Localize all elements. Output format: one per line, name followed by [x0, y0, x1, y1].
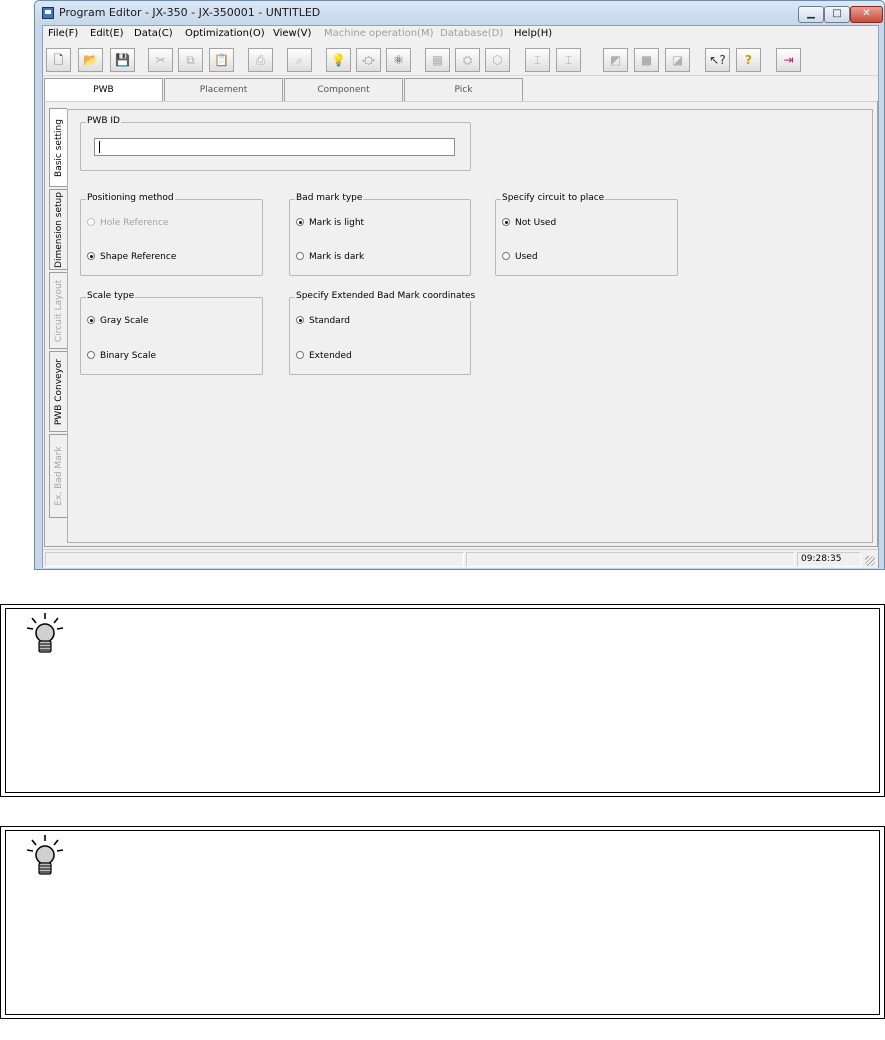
radio-mark-is-light[interactable] [296, 218, 364, 228]
radio-label: Mark is light [309, 218, 365, 228]
bad-mark-type-title: Bad mark type [296, 193, 363, 203]
side-tab-pwb-conveyor[interactable] [49, 351, 67, 432]
radio-label: Gray Scale [100, 316, 149, 326]
positioning-method-group [80, 193, 263, 276]
program-editor-window [34, 0, 885, 570]
extended-bad-mark-title: Specify Extended Bad Mark coordinates [296, 291, 476, 301]
radio-standard[interactable] [296, 316, 350, 326]
radio-label: Hole Reference [100, 218, 169, 228]
help-icon[interactable]: ? [736, 48, 761, 72]
tab-pwb[interactable]: PWB [44, 78, 163, 102]
tab-pick[interactable]: Pick [404, 78, 523, 102]
context-help-icon[interactable]: ↖? [705, 48, 730, 72]
side-tab-dimension-setup[interactable] [49, 189, 67, 270]
side-tab-label: Circuit Layout [53, 279, 64, 342]
circuit-to-place-group [495, 193, 678, 276]
side-tab-label: PWB Conveyor [53, 358, 64, 425]
circuit-to-place-title: Specify circuit to place [502, 193, 605, 203]
components-icon[interactable]: ⚛ [386, 48, 411, 72]
radio-indicator [296, 351, 304, 359]
scale-type-group [80, 291, 263, 375]
open-folder-icon[interactable]: 📂 [78, 48, 103, 72]
radio-label: Mark is dark [309, 252, 365, 262]
new-file-icon[interactable]: 🗋 [46, 48, 71, 72]
bad-mark-type-group [289, 193, 471, 276]
radio-indicator [87, 316, 95, 324]
paste-icon: 📋 [209, 48, 234, 72]
side-tab-ex-bad-mark [49, 434, 67, 518]
save-icon[interactable]: 💾 [110, 48, 135, 72]
radio-binary-scale[interactable] [87, 351, 156, 361]
minimize-button[interactable]: ▁ [798, 6, 824, 23]
side-tab-label: Basic setting [53, 118, 64, 177]
extended-bad-mark-group [289, 291, 476, 375]
radio-label: Standard [309, 316, 350, 326]
cut-icon: ✂ [148, 48, 173, 72]
radio-not-used[interactable] [502, 218, 556, 228]
beam-icon: ⌶ [525, 48, 550, 72]
layers-icon: ◪ [665, 48, 690, 72]
side-tab-label: Ex. Bad Mark [53, 446, 64, 506]
side-tab-circuit-layout [49, 272, 67, 349]
lightbulb-icon[interactable]: 💡 [326, 48, 351, 72]
pwb-id-label: PWB ID [87, 116, 120, 126]
beam-alt-icon: ⌶ [556, 48, 581, 72]
menu-optimization[interactable]: Optimization(O) [185, 28, 265, 39]
menu-bar [43, 26, 878, 43]
status-pane-main [45, 552, 464, 567]
menu-machine-operation: Machine operation(M) [324, 28, 434, 39]
tab-component[interactable]: Component [284, 78, 403, 102]
toolbar [43, 44, 878, 76]
transfer-icon: ◩ [603, 48, 628, 72]
machine-icon: ⛮ [356, 48, 381, 72]
radio-indicator [296, 218, 304, 226]
title-bar[interactable] [35, 1, 884, 25]
main-tab-strip [43, 78, 523, 102]
print-icon: ⎙ [248, 48, 273, 72]
pwb-id-input[interactable] [94, 138, 455, 156]
window-title: Program Editor - JX-350 - JX-350001 - UNTITLED [59, 6, 321, 19]
menu-file[interactable]: File(F) [48, 28, 79, 39]
lightbulb-icon [25, 612, 65, 656]
radio-indicator [87, 351, 95, 359]
basic-setting-panel [67, 109, 873, 543]
radio-gray-scale[interactable] [87, 316, 149, 326]
scale-type-title: Scale type [87, 291, 135, 301]
status-bar [43, 549, 878, 568]
status-pane-secondary [466, 552, 795, 567]
radio-hole-reference [87, 218, 169, 228]
radio-used[interactable] [502, 252, 538, 262]
radio-shape-reference[interactable] [87, 252, 176, 262]
client-area [42, 25, 879, 568]
menu-edit[interactable]: Edit(E) [90, 28, 124, 39]
note-box-inner-border [5, 608, 880, 793]
radio-indicator [87, 218, 95, 226]
find-icon: ⌕ [287, 48, 312, 72]
app-icon[interactable] [42, 7, 54, 19]
radio-extended[interactable] [296, 351, 352, 361]
radio-label: Not Used [515, 218, 557, 228]
radio-label: Used [515, 252, 538, 262]
stop-icon: ■ [634, 48, 659, 72]
pwb-id-group [80, 116, 471, 171]
close-button[interactable]: ✕ [850, 6, 883, 23]
radio-indicator [296, 316, 304, 324]
side-tab-basic-setting[interactable] [49, 108, 67, 187]
note-box [0, 604, 885, 797]
tab-placement[interactable]: Placement [164, 78, 283, 102]
feeder-icon: ⛭ [455, 48, 480, 72]
positioning-method-title: Positioning method [87, 193, 174, 203]
menu-database: Database(D) [440, 28, 504, 39]
radio-label: Extended [309, 351, 352, 361]
grid-icon: ▦ [425, 48, 450, 72]
radio-label: Binary Scale [100, 351, 156, 361]
radio-indicator [502, 252, 510, 260]
radio-mark-is-dark[interactable] [296, 252, 364, 262]
note-box [0, 826, 885, 1019]
note-box-inner-border [5, 830, 880, 1015]
exit-icon[interactable]: ⇥ [776, 48, 801, 72]
lightbulb-icon [25, 834, 65, 878]
text-caret [99, 141, 100, 153]
radio-indicator [502, 218, 510, 226]
side-tab-label: Dimension setup [53, 191, 64, 268]
copy-icon: ⧉ [178, 48, 203, 72]
box-icon: ⬡ [485, 48, 510, 72]
radio-label: Shape Reference [100, 252, 177, 262]
resize-grip[interactable] [865, 556, 875, 566]
menu-data[interactable]: Data(C) [134, 28, 173, 39]
menu-help[interactable]: Help(H) [514, 28, 553, 39]
radio-indicator [296, 252, 304, 260]
pwb-tab-panel [44, 101, 878, 547]
radio-indicator [87, 252, 95, 260]
maximize-button[interactable]: □ [824, 6, 850, 23]
menu-view[interactable]: View(V) [273, 28, 312, 39]
status-time: 09:28:35 [797, 552, 861, 567]
